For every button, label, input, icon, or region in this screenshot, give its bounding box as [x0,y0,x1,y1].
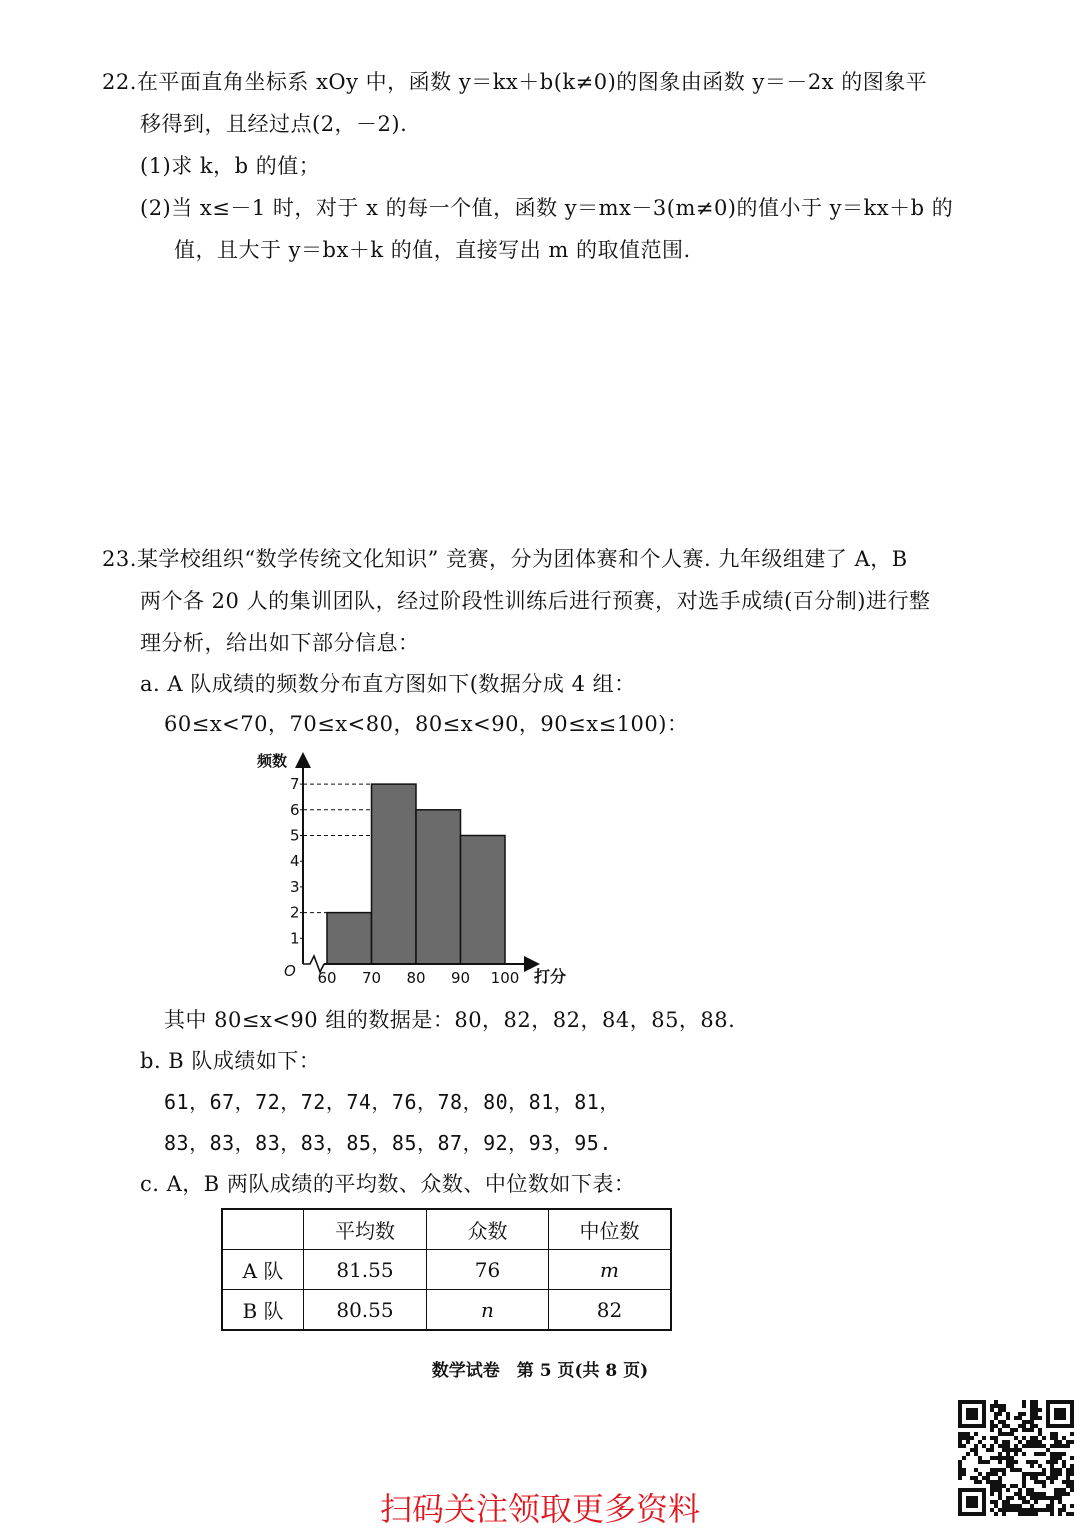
qr-module [1030,1408,1034,1412]
table-header-cell: 众数 [427,1209,549,1250]
qr-module [1058,1468,1062,1472]
qr-module [1034,1424,1038,1428]
x-tick-label: 70 [361,969,382,987]
qr-module [1042,1472,1046,1476]
qr-module [1030,1444,1034,1448]
qr-module [998,1452,1002,1456]
qr-module [1054,1476,1058,1480]
qr-module [1006,1444,1010,1448]
q23-a-line-2: 60≤x<70，70≤x<80，80≤x<90，90≤x≤100)： [164,712,689,736]
promo-text: 扫码关注领取更多资料 [379,1490,700,1528]
qr-module [994,1424,998,1428]
qr-module [982,1476,986,1480]
qr-module [982,1444,986,1448]
table-header-cell: 平均数 [304,1209,427,1250]
qr-module [1014,1436,1018,1440]
qr-module [1038,1472,1042,1476]
qr-module [1070,1468,1074,1472]
qr-module [1034,1408,1038,1412]
qr-module [1038,1440,1042,1444]
frequency-histogram [240,742,580,992]
y-tick-label: 5 [290,826,300,845]
table-header-cell [222,1209,304,1250]
qr-module [1038,1416,1042,1420]
table-cell: B 队 [222,1290,304,1331]
qr-module [1038,1452,1042,1456]
qr-module [998,1420,1002,1424]
qr-module [1026,1472,1030,1476]
qr-module [1066,1440,1070,1444]
table-cell: 81.55 [304,1250,427,1290]
qr-module [1014,1448,1018,1452]
qr-module [990,1448,994,1452]
qr-module [1002,1456,1006,1460]
qr-module [1022,1452,1026,1456]
qr-module [998,1404,1002,1408]
qr-module [958,1436,962,1440]
qr-module [1002,1408,1006,1412]
qr-module [986,1460,990,1464]
qr-module [1054,1460,1058,1464]
qr-module [1030,1436,1034,1440]
stats-table [221,1208,672,1331]
qr-module [962,1472,966,1476]
qr-module [998,1456,1002,1460]
qr-module [994,1472,998,1476]
qr-module [1002,1448,1006,1452]
b-scores-line-2: 83，83，83，83，85，85，87，92，93，95. [164,1131,612,1155]
qr-module [970,1436,974,1440]
y-axis-label: 频数 [257,752,288,770]
qr-module [1050,1436,1054,1440]
qr-module [1034,1460,1038,1464]
qr-module [1070,1456,1074,1460]
qr-module [1038,1408,1042,1412]
qr-module [1026,1460,1030,1464]
x-tick-label: 90 [450,969,471,987]
qr-module [974,1432,978,1436]
qr-module [958,1476,962,1480]
qr-module [1050,1456,1054,1460]
qr-module [994,1456,998,1460]
y-tick-label: 6 [290,800,300,819]
y-tick-label: 2 [290,903,300,922]
table-cell: 76 [427,1250,549,1290]
qr-module [1022,1476,1026,1480]
qr-module [1002,1432,1006,1436]
qr-module [1050,1476,1054,1480]
qr-module [1022,1424,1026,1428]
qr-module [1018,1440,1022,1444]
qr-module [1062,1452,1066,1456]
qr-module [998,1460,1002,1464]
table-cell: n [427,1290,549,1331]
q22-part-2a: (2)当 x≤－1 时，对于 x 的每一个值，函数 y＝mx－3(m≠0)的值小于 y＝kx＋b 的 [140,196,954,220]
qr-module [962,1432,966,1436]
qr-module [1058,1444,1062,1448]
qr-module [1030,1424,1034,1428]
qr-module [1066,1468,1070,1472]
qr-module [1054,1440,1058,1444]
qr-module [1010,1468,1014,1472]
qr-module [962,1468,966,1472]
histogram-bar [327,913,372,964]
qr-module [1014,1452,1018,1456]
qr-module [978,1440,982,1444]
qr-module [994,1400,998,1404]
q23-a-line-1: a. A 队成绩的频数分布直方图如下(数据分成 4 组： [140,672,636,696]
qr-module [1002,1444,1006,1448]
qr-module [998,1444,1002,1448]
qr-module [1006,1456,1010,1460]
qr-module [990,1456,994,1460]
qr-module [966,1408,978,1420]
table-row [222,1290,671,1331]
q22-part-2b: 值，且大于 y＝bx＋k 的值，直接写出 m 的取值范围. [174,238,691,262]
qr-module [1030,1412,1034,1416]
qr-module [1050,1432,1054,1436]
qr-module [1046,1448,1050,1452]
qr-module [994,1468,998,1472]
qr-module [1050,1452,1054,1456]
qr-module [1034,1452,1038,1456]
y-tick-label: 3 [290,877,300,896]
qr-module [1014,1428,1018,1432]
qr-module [990,1408,994,1412]
qr-module [1054,1436,1058,1440]
qr-module [1034,1476,1038,1480]
qr-module [1062,1460,1066,1464]
histogram-bar [416,810,461,964]
qr-module [990,1424,994,1428]
qr-module [1030,1428,1034,1432]
qr-module [958,1440,962,1444]
qr-module [990,1444,994,1448]
qr-module [1026,1420,1030,1424]
qr-module [1042,1468,1046,1472]
table-cell: 80.55 [304,1290,427,1331]
qr-module [1018,1416,1022,1420]
qr-module [1034,1440,1038,1444]
qr-module [994,1436,998,1440]
qr-module [974,1444,978,1448]
y-tick-label: 7 [290,775,300,794]
qr-module [1002,1424,1006,1428]
qr-module [966,1436,970,1440]
qr-module [1050,1444,1054,1448]
qr-module [958,1432,962,1436]
qr-module [1022,1436,1026,1440]
qr-module [1002,1472,1006,1476]
x-tick-label: 100 [490,969,520,987]
qr-module [986,1448,990,1452]
qr-module [1006,1416,1010,1420]
qr-module [1042,1452,1046,1456]
table-cell: m [549,1250,672,1290]
qr-module [1014,1468,1018,1472]
qr-module [962,1444,966,1448]
qr-module [1054,1408,1066,1420]
qr-module [1034,1416,1038,1420]
qr-module [990,1420,994,1424]
qr-module [1050,1460,1054,1464]
qr-module [990,1472,994,1476]
qr-module [978,1456,982,1460]
qr-module [1046,1476,1050,1480]
qr-module [1034,1404,1038,1408]
qr-module [1006,1424,1010,1428]
qr-module [994,1416,998,1420]
qr-module [1038,1444,1042,1448]
qr-module [1006,1448,1010,1452]
qr-module [1030,1404,1034,1408]
qr-module [1054,1444,1058,1448]
qr-module [962,1456,966,1460]
histogram-bar [461,836,506,965]
qr-module [994,1412,998,1416]
qr-module [1066,1472,1070,1476]
qr-module [974,1476,978,1480]
qr-module [998,1468,1002,1472]
table-cell: 82 [549,1290,672,1331]
qr-module [1018,1412,1022,1416]
qr-module [1030,1476,1034,1480]
qr-module [1018,1448,1022,1452]
qr-module [974,1468,978,1472]
qr-module [1022,1420,1026,1424]
qr-module [1014,1460,1018,1464]
q23-line-3: 理分析，给出如下部分信息： [140,631,420,655]
qr-module [982,1460,986,1464]
qr-module [1010,1460,1014,1464]
y-tick-label: 1 [290,929,300,948]
qr-module [1002,1420,1006,1424]
qr-module [1030,1460,1034,1464]
qr-module [1046,1460,1050,1464]
qr-module [990,1404,994,1408]
qr-module [1042,1444,1046,1448]
qr-module [1034,1444,1038,1448]
qr-module [1010,1432,1014,1436]
qr-module [994,1440,998,1444]
qr-module [1022,1428,1026,1432]
qr-module [1038,1432,1042,1436]
qr-module [1034,1412,1038,1416]
qr-module [986,1472,990,1476]
qr-module [1062,1436,1066,1440]
qr-module [1042,1436,1046,1440]
qr-module [958,1468,962,1472]
q23-b-title: b. B 队成绩如下： [140,1049,321,1073]
qr-module [986,1476,990,1480]
qr-module [974,1448,978,1452]
qr-module [1038,1428,1042,1432]
qr-module [1070,1432,1074,1436]
qr-module [1054,1468,1058,1472]
qr-module [962,1436,966,1440]
qr-module [1050,1464,1054,1468]
qr-module [1054,1432,1058,1436]
qr-module [958,1460,962,1464]
qr-module [998,1412,1002,1416]
x-tick-label: 80 [406,969,426,987]
qr-module [1030,1400,1034,1404]
qr-module [998,1428,1002,1432]
origin-label: O [284,962,296,980]
qr-module [1050,1468,1054,1472]
qr-module [966,1432,970,1436]
q23-line-2: 两个各 20 人的集训团队，经过阶段性训练后进行预赛，对选手成绩(百分制)进行整 [140,589,931,613]
qr-module [1058,1440,1062,1444]
b-scores-line-1: 61，67，72，72，74，76，78，80，81，81， [164,1090,620,1114]
qr-module [1054,1452,1058,1456]
qr-module [1002,1468,1006,1472]
qr-module [1022,1472,1026,1476]
qr-module [1002,1404,1006,1408]
y-tick-label: 4 [290,852,300,871]
qr-module [998,1408,1002,1412]
qr-module [1030,1416,1034,1420]
qr-module [1006,1440,1010,1444]
qr-module [1030,1420,1034,1424]
qr-module [990,1468,994,1472]
qr-module [1058,1452,1062,1456]
table-header-row [222,1209,671,1250]
qr-module [990,1428,994,1432]
qr-module [990,1436,994,1440]
qr-module [958,1472,962,1476]
qr-module [1014,1416,1018,1420]
qr-module [966,1440,970,1444]
qr-module [1022,1444,1026,1448]
qr-module [1058,1472,1062,1476]
qr-module [1066,1444,1070,1448]
qr-module [1038,1464,1042,1468]
qr-module [958,1444,962,1448]
qr-module [1034,1400,1038,1404]
qr-module [998,1432,1002,1436]
histogram-bar [372,784,417,964]
qr-module [1070,1472,1074,1476]
q23-a-note: 其中 80≤x<90 组的数据是：80，82，82，84，85，88. [164,1008,736,1032]
qr-module [1062,1444,1066,1448]
qr-module [1010,1448,1014,1452]
page-footer: 数学试卷 第 5 页(共 8 页) [431,1361,649,1381]
qr-module [1050,1472,1054,1476]
table-header-cell: 中位数 [549,1209,672,1250]
qr-module [1006,1432,1010,1436]
qr-module [1030,1440,1034,1444]
qr-module [1006,1464,1010,1468]
qr-module [1002,1440,1006,1444]
qr-module [1070,1440,1074,1444]
qr-module [978,1460,982,1464]
qr-module [1006,1452,1010,1456]
qr-module [966,1452,970,1456]
qr-module [1010,1428,1014,1432]
qr-module [1062,1464,1066,1468]
q22-line-1: 22.在平面直角坐标系 xOy 中，函数 y＝kx＋b(k≠0)的图象由函数 y＝－2x 的图象平 [102,70,928,94]
qr-module [1066,1476,1070,1480]
q23-line-1: 23.某学校组织“数学传统文化知识” 竞赛，分为团体赛和个人赛. 九年级组建了 A，B [102,547,908,571]
qr-module [982,1436,986,1440]
qr-module [1006,1460,1010,1464]
qr-module [1054,1472,1058,1476]
x-tick-label: 60 [317,969,337,987]
qr-module [1026,1428,1030,1432]
qr-module [1018,1468,1022,1472]
qr-module [1030,1472,1034,1476]
qr-module [1010,1456,1014,1460]
qr-module [978,1472,982,1476]
qr-module [1006,1412,1010,1416]
qr-module [1022,1412,1026,1416]
qr-module [958,1464,962,1468]
qr-module [994,1404,998,1408]
qr-module [1026,1444,1030,1448]
qr-module [1030,1464,1034,1468]
qr-module [1058,1456,1062,1460]
qr-module [1034,1436,1038,1440]
qr-module [1022,1404,1026,1408]
qr-module [1054,1456,1058,1460]
table-cell: A 队 [222,1250,304,1290]
qr-module [1014,1444,1018,1448]
q22-part-1: (1)求 k，b 的值； [140,154,321,178]
qr-module [1022,1400,1026,1404]
table-row [222,1250,671,1290]
qr-module [1026,1440,1030,1444]
qr-module [1034,1472,1038,1476]
qr-module [974,1452,978,1456]
qr-module [1070,1464,1074,1468]
qr-module [970,1448,974,1452]
qr-module [970,1476,974,1480]
x-axis-label: 打分 [534,967,567,986]
qr-module [1018,1424,1022,1428]
qr-module [998,1476,1002,1480]
q23-c-title: c. A，B 两队成绩的平均数、众数、中位数如下表： [140,1172,636,1196]
q22-line-2: 移得到，且经过点(2，－2). [140,112,408,136]
qr-module [1010,1464,1014,1468]
